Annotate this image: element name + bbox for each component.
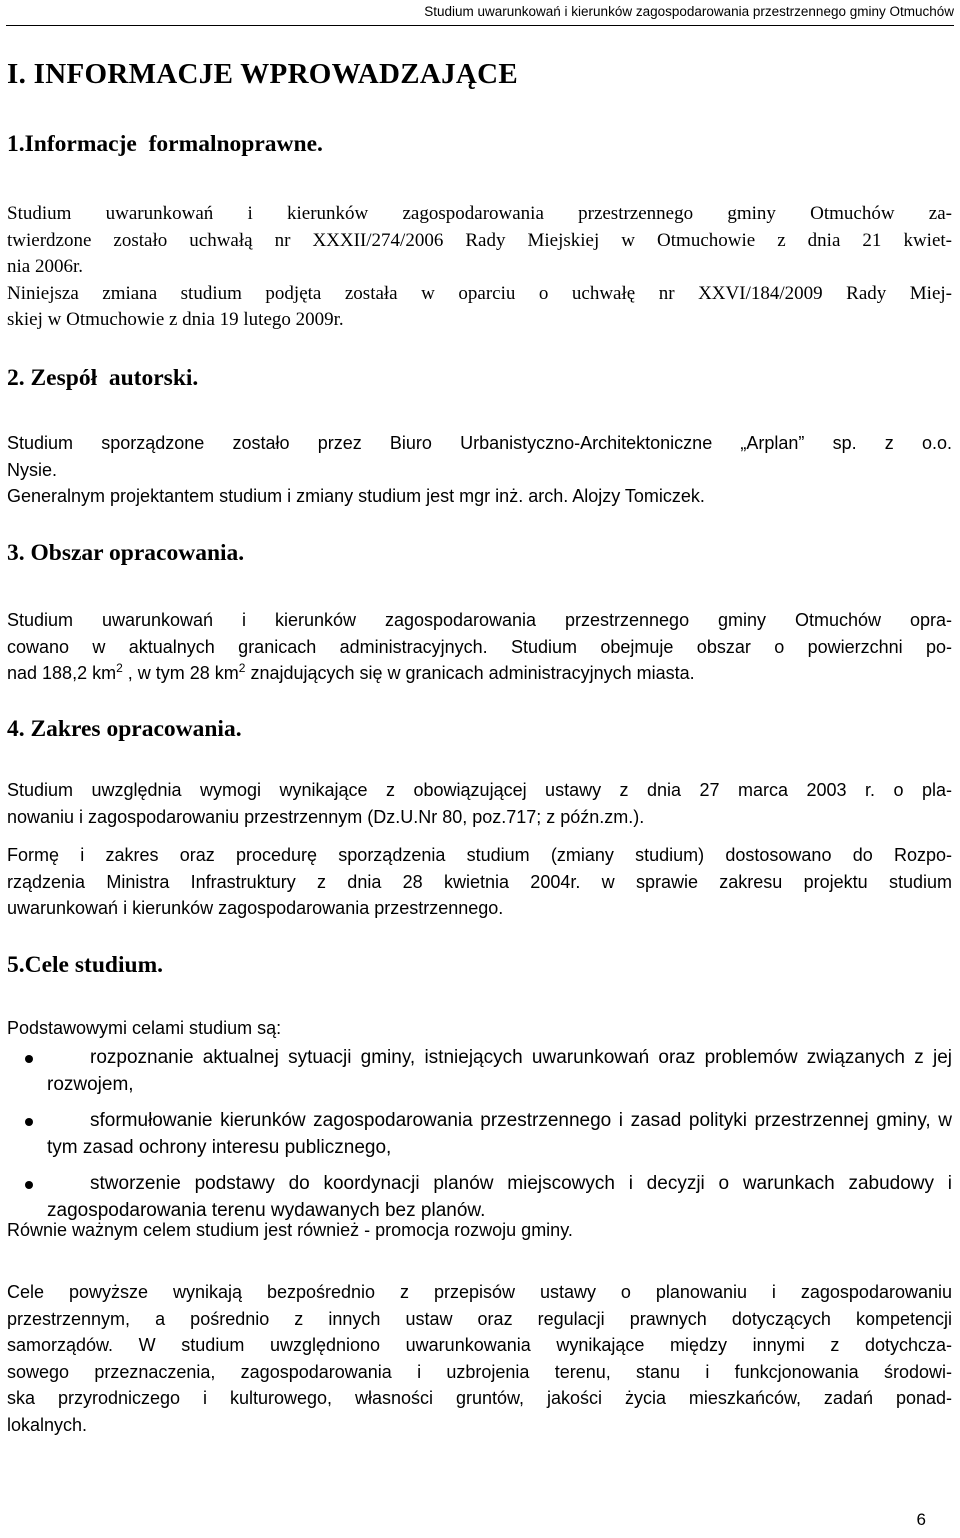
text-line: Studium uwarunkowań i kierunków zagospodarowania przestrzennego gminy Otmuchów opra- xyxy=(7,610,952,630)
text-line: sowego przeznaczenia, zagospodarowania i uzbrojenia terenu, stanu i funkcjonowania środowi- xyxy=(7,1361,952,1382)
page-number: 6 xyxy=(916,1510,926,1529)
section-heading-2: 2. Zespół autorski. xyxy=(7,365,199,391)
section-heading-1: 1.Informacje formalnoprawne. xyxy=(7,131,323,157)
text-line: ska przyrodniczego i kulturowego, własności gruntów, jakości życia mieszkańców, zadań ponad- xyxy=(7,1388,952,1408)
text-line: Formę i zakres oraz procedurę sporządzenia studium (zmiany studium) dostosowano do Rozpo- xyxy=(7,845,952,865)
section-4-paragraph-2 xyxy=(7,842,952,922)
section-heading-3: 3. Obszar opracowania. xyxy=(7,540,245,566)
text-line: Studium uwzględnia wymogi wynikające z obowiązującej ustawy z dnia 27 marca 2003 r. o pla- xyxy=(7,780,952,800)
bullet-icon xyxy=(25,1055,33,1063)
final-paragraph xyxy=(7,1279,952,1438)
section-3-paragraph xyxy=(7,607,952,687)
bullet-icon xyxy=(25,1181,33,1189)
text-line: nad 188,2 $km^2$ , w tym 28 $km^2$ znajdujących się w granicach administracyjnych miasta. xyxy=(7,661,695,683)
section-4-paragraph-1 xyxy=(7,777,952,830)
section-heading-5: 5.Cele studium. xyxy=(7,952,164,978)
text-line: uwarunkowań i kierunków zagospodarowania przestrzennego. xyxy=(7,898,504,918)
text-line: nia 2006r. xyxy=(7,256,83,277)
list-item-text: stworzenie podstawy do koordynacji planów miejscowych i decyzji o warunkach zabudowy i zagospodarowania terenu wydawanych bez planów. xyxy=(47,1173,952,1221)
list-item xyxy=(7,1045,952,1098)
text-line: Niniejsza zmiana studium podjęta została w oparciu o uchwałę nr XXVI/184/2009 Rady Miej- xyxy=(7,282,952,304)
list-item-text: rozpoznanie aktualnej sytuacji gminy, istniejących uwarunkowań oraz problemów związanych z jej rozwojem, xyxy=(47,1047,952,1095)
text-line: Nysie. xyxy=(7,459,58,480)
chapter-title: I. INFORMACJE WPROWADZAJĄCE xyxy=(7,58,519,90)
list-item-text: sformułowanie kierunków zagospodarowania przestrzennego i zasad polityki przestrzennej gminy, w tym zasad ochrony interesu publicznego, xyxy=(47,1110,952,1158)
text-line: Studium uwarunkowań i kierunków zagospodarowania przestrzennego gminy Otmuchów za- xyxy=(7,203,952,224)
text-line: cowano w aktualnych granicach administracyjnych. Studium obejmuje obszar o powierzchni po- xyxy=(7,636,952,657)
goals-intro xyxy=(7,1015,952,1042)
goals-list xyxy=(7,1045,952,1234)
text-line: lokalnych. xyxy=(7,1414,88,1435)
section-1-paragraph xyxy=(7,201,952,334)
text-line: Podstawowymi celami studium są: xyxy=(7,1018,282,1038)
text-line: samorządów. W studium uwzględniono uwarunkowania wynikające między innymi z dotychcza- xyxy=(7,1335,952,1355)
text-line: skiej w Otmuchowie z dnia 19 lutego 2009r. xyxy=(7,309,344,330)
header-rule xyxy=(6,25,954,26)
text-line: twierdzone zostało uchwałą nr XXXII/274/2006 Rady Miejskiej w Otmuchowie z dnia 21 kwiet- xyxy=(7,229,952,251)
running-header: Studium uwarunkowań i kierunków zagospodarowania przestrzennego gminy Otmuchów xyxy=(424,4,954,19)
text-line: Studium sporządzone zostało przez Biuro Urbanistyczno-Architektoniczne „Arplan” sp. z o.o. xyxy=(7,433,952,453)
text-line: przestrzennym, a pośrednio z innych ustaw oraz regulacji prawnych dotyczących kompetencji xyxy=(7,1308,952,1329)
text-line: rządzenia Ministra Infrastruktury z dnia 28 kwietnia 2004r. w sprawie zakresu projektu studium xyxy=(7,871,952,892)
text-line: nowaniu i zagospodarowaniu przestrzennym (Dz.U.Nr 80, poz.717; z późn.zm.). xyxy=(7,806,645,827)
text-line: Cele powyższe wynikają bezpośrednio z przepisów ustawy o planowaniu i zagospodarowaniu xyxy=(7,1282,952,1302)
section-heading-4: 4. Zakres opracowania. xyxy=(7,716,242,742)
section-2-paragraph xyxy=(7,430,952,510)
text-line: Generalnym projektantem studium i zmiany studium jest mgr inż. arch. Alojzy Tomiczek. xyxy=(7,486,705,506)
list-item xyxy=(7,1108,952,1161)
text-line: Równie ważnym celem studium jest również - promocja rozwoju gminy. xyxy=(7,1220,573,1240)
equally-important-note xyxy=(7,1217,952,1244)
bullet-icon xyxy=(25,1118,33,1126)
